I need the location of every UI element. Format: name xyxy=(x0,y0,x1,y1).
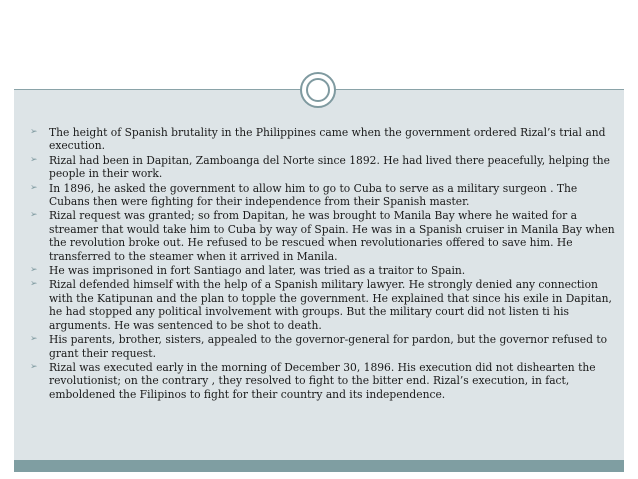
bullet-list xyxy=(30,126,618,402)
bullet-text: Rizal request was granted; so from Dapitan, he was brought to Manila Bay where he waited for a streamer that would take him to Cuba by way of Spain. He was in a Spanish cruiser in Manila Bay when the revolution broke out. He refused to be rescued when revolutionaries offered to save him. He transferred to the steamer when it arrived in Manila. xyxy=(49,209,615,263)
bullet-item xyxy=(30,361,618,401)
arrow-bullet-icon: ➢ xyxy=(30,279,38,290)
bullet-item xyxy=(30,154,618,181)
arrow-bullet-icon: ➢ xyxy=(30,182,38,193)
divider-line-right xyxy=(334,89,624,90)
bullet-text: Rizal was executed early in the morning of December 30, 1896. His execution did not dishearten the revolutionist; on the contrary , they resolved to fight to the bitter end. Rizal’s execution, in fact, emboldened the Filipinos to fight for their country and its independence. xyxy=(49,360,596,401)
bullet-text: His parents, brother, sisters, appealed to the governor-general for pardon, but the governor refused to grant their request. xyxy=(49,333,608,360)
bullet-item xyxy=(30,264,618,277)
circle-ornament-inner xyxy=(306,78,330,102)
bullet-text: Rizal defended himself with the help of a Spanish military lawyer. He strongly denied any connection with the Katipunan and the plan to topple the government. He explained that since his exile in Dapitan, he had stopped any political involvement with groups. But the military court did not listen ti his arguments. He was sentenced to be shot to death. xyxy=(49,278,612,332)
bullet-item xyxy=(30,278,618,332)
footer-band xyxy=(14,460,624,472)
bullet-text: In 1896, he asked the government to allow him to go to Cuba to serve as a military surgeon . The Cubans then were fighting for their independence from their Spanish master. xyxy=(49,181,578,209)
bullet-item xyxy=(30,182,618,209)
divider-line-left xyxy=(14,89,304,90)
arrow-bullet-icon: ➢ xyxy=(30,361,38,372)
arrow-bullet-icon: ➢ xyxy=(30,210,38,221)
bullet-item xyxy=(30,209,618,263)
circle-ornament-icon xyxy=(300,72,336,108)
arrow-bullet-icon: ➢ xyxy=(30,154,38,165)
bullet-text: Rizal had been in Dapitan, Zamboanga del Norte since 1892. He had lived there peacefully, helping the people in their work. xyxy=(49,153,610,181)
bullet-item xyxy=(30,126,618,153)
arrow-bullet-icon: ➢ xyxy=(30,127,38,137)
bullet-text: He was imprisoned in fort Santiago and later, was tried as a traitor to Spain. xyxy=(49,264,466,278)
bullet-text: The height of Spanish brutality in the Philippines came when the government ordered Rizal’s trial and execution. xyxy=(49,126,606,153)
arrow-bullet-icon: ➢ xyxy=(30,334,38,345)
arrow-bullet-icon: ➢ xyxy=(30,265,38,276)
bullet-item xyxy=(30,333,618,360)
